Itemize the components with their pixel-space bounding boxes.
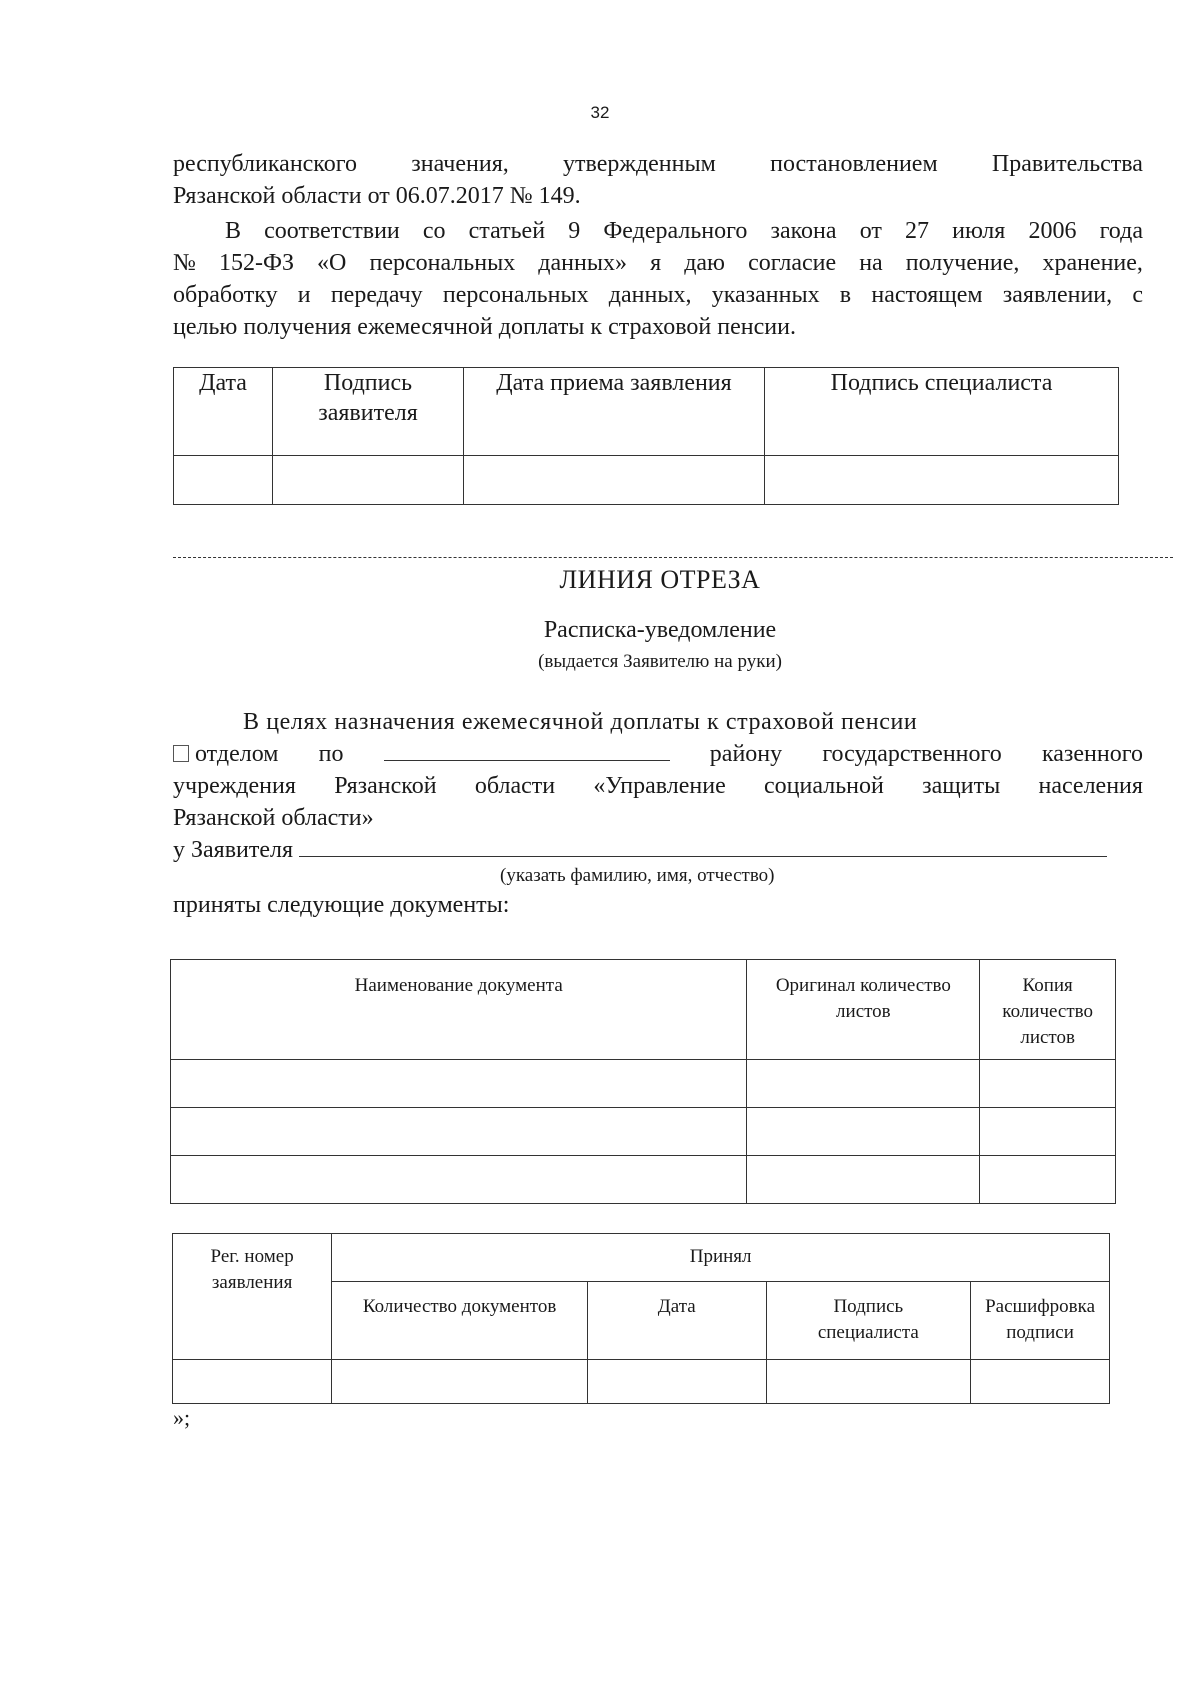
signature-decoding-cell[interactable] [971, 1360, 1110, 1404]
header-accepted: Принял [332, 1234, 1110, 1282]
checkbox[interactable] [173, 745, 189, 762]
header-specialist-signature: Подпись специалиста [766, 1282, 971, 1360]
documents-table [170, 959, 1116, 1204]
original-sheets-cell[interactable] [747, 1108, 980, 1156]
text-line: целью получения ежемесячной доплаты к страховой пенсии. [173, 314, 796, 340]
closing-quote: »; [173, 1405, 191, 1430]
consent-paragraph [173, 215, 1143, 343]
registration-table [172, 1233, 1110, 1404]
header-date: Дата [587, 1282, 766, 1360]
cut-line [173, 557, 1173, 558]
applicant-caption: (указать фамилию, имя, отчество) [500, 865, 775, 886]
receipt-body [173, 706, 1143, 866]
header-signature-decoding: Расшифровка подписи [971, 1282, 1110, 1360]
header-document-name: Наименование документа [171, 960, 747, 1060]
district-field[interactable] [384, 738, 670, 761]
receipt-title: Расписка-уведомление [543, 617, 777, 643]
page-number: 32 [590, 103, 610, 122]
purpose-line: В целях назначения ежемесячной доплаты к страховой пенсии [243, 709, 918, 735]
date-cell[interactable] [587, 1360, 766, 1404]
reg-number-cell[interactable] [173, 1360, 332, 1404]
applicant-name-field[interactable] [299, 834, 1107, 857]
date-cell[interactable] [174, 456, 273, 505]
specialist-signature-cell[interactable] [765, 456, 1119, 505]
header-specialist-signature: Подпись специалиста [765, 368, 1119, 456]
copy-sheets-cell[interactable] [980, 1108, 1116, 1156]
header-date: Дата [174, 368, 273, 456]
header-reg-number: Рег. номер заявления [173, 1234, 332, 1360]
specialist-signature-cell[interactable] [766, 1360, 971, 1404]
text-line: В соответствии со статьей 9 Федерального закона от 27 июля 2006 года [225, 218, 1143, 244]
header-doc-count: Количество документов [332, 1282, 588, 1360]
paragraph-continuation [173, 148, 1143, 212]
document-name-cell[interactable] [171, 1108, 747, 1156]
text-line: Рязанской области от 06.07.2017 № 149. [173, 183, 581, 209]
applicant-line: у Заявителя [173, 834, 1143, 866]
signature-table [173, 367, 1119, 505]
header-applicant-signature: Подпись заявителя [273, 368, 464, 456]
docs-accepted: приняты следующие документы: [173, 892, 510, 918]
copy-sheets-cell[interactable] [980, 1060, 1116, 1108]
original-sheets-cell[interactable] [747, 1060, 980, 1108]
receipt-date-cell[interactable] [464, 456, 765, 505]
department-line: отделом по району государственного казенного [173, 738, 1143, 770]
doc-count-cell[interactable] [332, 1360, 588, 1404]
text-line: республиканского значения, утвержденным постановлением Правительства [173, 151, 1143, 177]
institution-line: учреждения Рязанской области «Управление социальной защиты населения [173, 773, 1143, 799]
text-line: № 152-ФЗ «О персональных данных» я даю согласие на получение, хранение, [173, 250, 1143, 276]
header-copy-sheets: Копия количество листов [980, 960, 1116, 1060]
header-receipt-date: Дата приема заявления [464, 368, 765, 456]
header-original-sheets: Оригинал количество листов [747, 960, 980, 1060]
text-line: обработку и передачу персональных данных, указанных в настоящем заявлении, с [173, 282, 1143, 308]
cut-line-label: ЛИНИЯ ОТРЕЗА [559, 565, 761, 594]
applicant-signature-cell[interactable] [273, 456, 464, 505]
original-sheets-cell[interactable] [747, 1156, 980, 1204]
institution-end: Рязанской области» [173, 805, 374, 831]
document-name-cell[interactable] [171, 1156, 747, 1204]
receipt-note: (выдается Заявителю на руки) [538, 651, 782, 672]
copy-sheets-cell[interactable] [980, 1156, 1116, 1204]
document-name-cell[interactable] [171, 1060, 747, 1108]
